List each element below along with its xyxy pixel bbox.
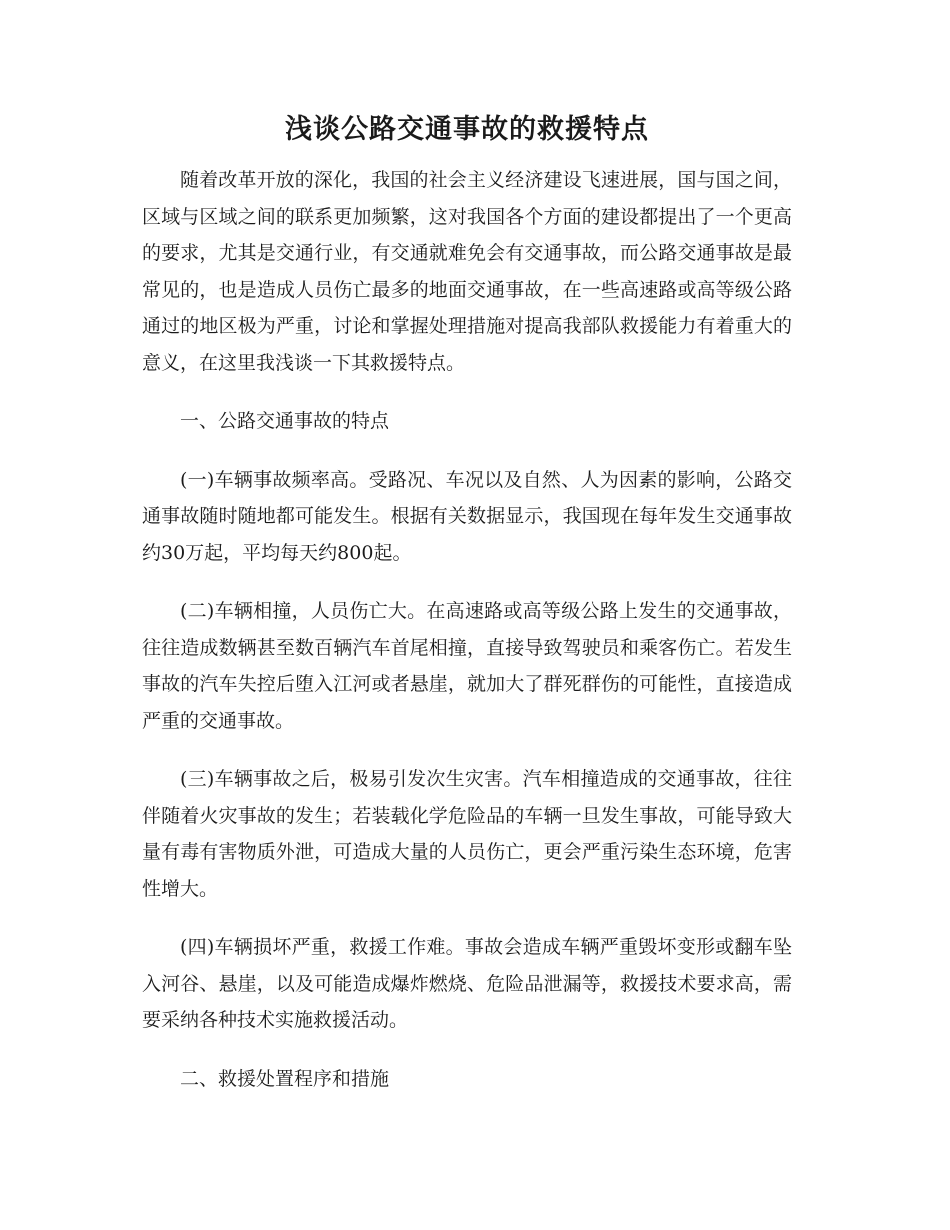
point-paragraph-2: (二)车辆相撞，人员伤亡大。在高速路或高等级公路上发生的交通事故，往往造成数辆甚至数百辆汽车首尾相撞，直接导致驾驶员和乘客伤亡。若发生事故的汽车失控后堕入江河或者悬崖，就加大了群死群伤的可能性，直接造成严重的交通事故。 [142,600,792,732]
section-heading-1: 一、公路交通事故的特点 [180,410,390,432]
document-page [142,108,792,1119]
point-paragraph-3: (三)车辆事故之后，极易引发次生灾害。汽车相撞造成的交通事故，往往伴随着火灾事故的发生；若装载化学危险品的车辆一旦发生事故，可能导致大量有毒有害物质外泄，可造成大量的人员伤亡，更会严重污染生态环境，危害性增大。 [142,768,792,900]
point-paragraph-1: (一)车辆事故频率高。受路况、车况以及自然、人为因素的影响，公路交通事故随时随地都可能发生。根据有关数据显示，我国现在每年发生交通事故约30万起，平均每天约800起。 [142,468,792,564]
intro-paragraph: 随着改革开放的深化，我国的社会主义经济建设飞速进展，国与国之间，区域与区域之间的联系更加频繁，这对我国各个方面的建设都提出了一个更高的要求，尤其是交通行业，有交通就难免会有交通事故，而公路交通事故是最常见的，也是造成人员伤亡最多的地面交通事故，在一些高速路或高等级公路通过的地区极为严重，讨论和掌握处理措施对提高我部队救援能力有着重大的意义，在这里我浅谈一下其救援特点。 [142,169,792,374]
document-title: 浅谈公路交通事故的救援特点 [285,114,649,145]
section-heading-2: 二、救援处置程序和措施 [180,1067,390,1090]
point-paragraph-4: (四)车辆损坏严重，救援工作难。事故会造成车辆严重毁坏变形或翻车坠入河谷、悬崖，以及可能造成爆炸燃烧、危险品泄漏等，救援技术要求高，需要采纳各种技术实施救援活动。 [142,936,792,1031]
